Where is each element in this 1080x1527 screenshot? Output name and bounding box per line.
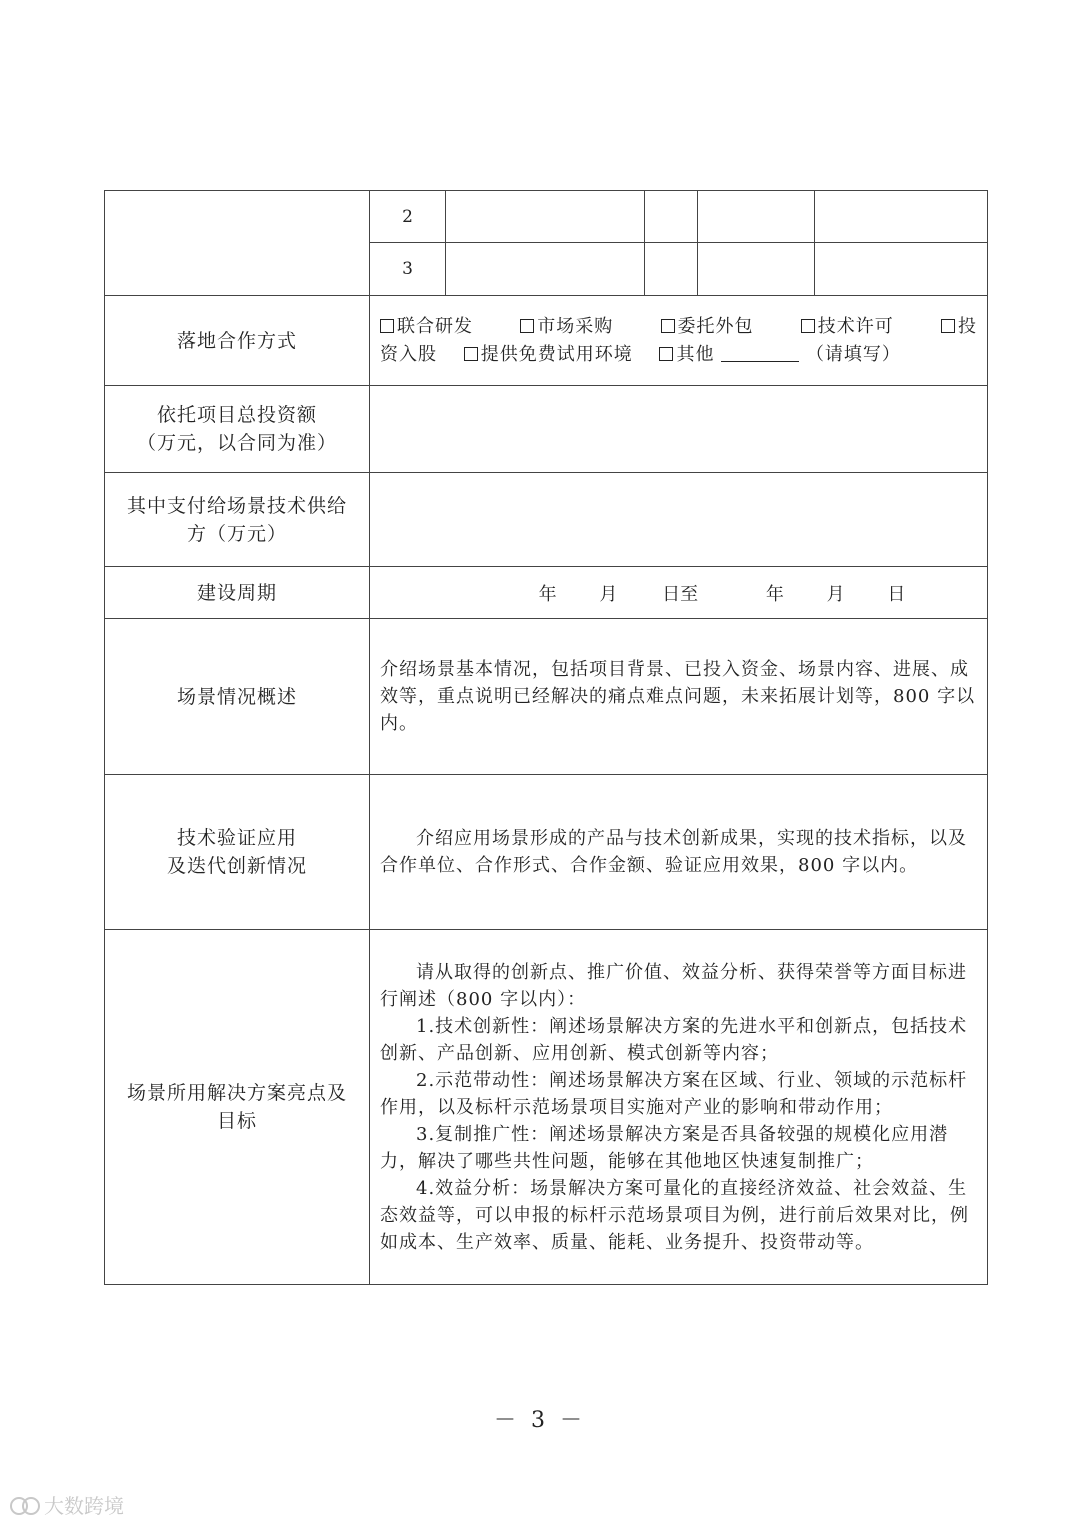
checkbox-icon[interactable] — [801, 319, 815, 333]
cooperation-row — [105, 296, 988, 386]
highlights-item: 3.复制推广性：阐述场景解决方案是否具备较强的规模化应用潜力，解决了哪些共性问题，能够在其他地区快速复制推广； — [380, 1123, 949, 1172]
tech-text: 介绍应用场景形成的产品与技术创新成果，实现的技术指标，以及合作单位、合作形式、合作金额、验证应用效果，800 字以内。 — [370, 775, 988, 930]
fill-hint: （请填写） — [805, 343, 901, 365]
investment-field[interactable] — [370, 386, 988, 473]
period-label: 建设周期 — [105, 567, 370, 619]
option-market-purchase[interactable]: 市场采购 — [520, 313, 613, 341]
blank-cell[interactable] — [446, 191, 645, 243]
highlights-text — [370, 930, 988, 1285]
highlights-item: 2.示范带动性：阐述场景解决方案在区域、行业、领域的示范标杆作用，以及标杆示范场景项目实施对产业的影响和带动作用； — [380, 1069, 968, 1118]
investment-label: 依托项目总投资额 （万元，以合同为准） — [105, 386, 370, 473]
blank-cell[interactable] — [645, 191, 698, 243]
highlights-label: 场景所用解决方案亮点及 目标 — [105, 930, 370, 1285]
checkbox-icon[interactable] — [659, 347, 673, 361]
payment-label: 其中支付给场景技术供给 方（万元） — [105, 473, 370, 567]
highlights-item: 4.效益分析：场景解决方案可量化的直接经济效益、社会效益、生态效益等，可以申报的标杆示范场景项目为例，进行前后效果对比，例如成本、生产效率、质量、能耗、业务提升、投资带动等。 — [380, 1177, 969, 1253]
checkbox-icon[interactable] — [520, 319, 534, 333]
overview-label: 场景情况概述 — [105, 619, 370, 775]
page-number: － 3 － — [494, 1408, 586, 1433]
period-field[interactable]: 年 月 日至 年 月 日 — [370, 567, 988, 619]
option-outsourcing[interactable]: 委托外包 — [661, 313, 754, 341]
cooperation-label: 落地合作方式 — [105, 296, 370, 386]
blank-cell[interactable] — [698, 191, 815, 243]
tech-label: 技术验证应用 及迭代创新情况 — [105, 775, 370, 930]
empty-label-cell — [105, 191, 370, 296]
highlights-item: 1.技术创新性：阐述场景解决方案的先进水平和创新点，包括技术创新、产品创新、应用创新、模式创新等内容； — [380, 1015, 968, 1064]
table-row — [105, 191, 988, 243]
blank-cell[interactable] — [815, 191, 988, 243]
period-row — [105, 567, 988, 619]
blank-cell[interactable] — [815, 243, 988, 296]
overview-text: 介绍场景基本情况，包括项目背景、已投入资金、场景内容、进展、成效等，重点说明已经解决的痛点难点问题，未来拓展计划等，800 字以内。 — [370, 619, 988, 775]
tech-row — [105, 775, 988, 930]
investment-row — [105, 386, 988, 473]
option-equity-start[interactable]: 投 — [941, 313, 977, 341]
highlights-row — [105, 930, 988, 1285]
overview-row — [105, 619, 988, 775]
blank-cell[interactable] — [698, 243, 815, 296]
blank-cell[interactable] — [446, 243, 645, 296]
cooperation-options — [370, 296, 988, 386]
option-other[interactable]: 其他 — [659, 344, 714, 365]
option-free-trial[interactable]: 提供免费试用环境 — [464, 344, 633, 365]
row-number: 2 — [370, 191, 446, 243]
watermark-logo-icon — [10, 1496, 40, 1514]
blank-cell[interactable] — [645, 243, 698, 296]
payment-field[interactable] — [370, 473, 988, 567]
option-joint-rd[interactable]: 联合研发 — [380, 313, 473, 341]
row-number: 3 — [370, 243, 446, 296]
option-equity-end: 资入股 — [380, 343, 437, 365]
checkbox-icon[interactable] — [941, 319, 955, 333]
watermark — [10, 1490, 124, 1519]
option-tech-license[interactable]: 技术许可 — [801, 313, 894, 341]
checkbox-icon[interactable] — [661, 319, 675, 333]
checkbox-icon[interactable] — [464, 347, 478, 361]
other-fill-field[interactable] — [721, 343, 799, 362]
checkbox-icon[interactable] — [380, 319, 394, 333]
application-form-table — [104, 190, 988, 1285]
highlights-intro: 请从取得的创新点、推广价值、效益分析、获得荣誉等方面目标进行阐述（800 字以内）： — [380, 961, 967, 1010]
watermark-text: 大数跨境 — [44, 1494, 124, 1518]
payment-row — [105, 473, 988, 567]
